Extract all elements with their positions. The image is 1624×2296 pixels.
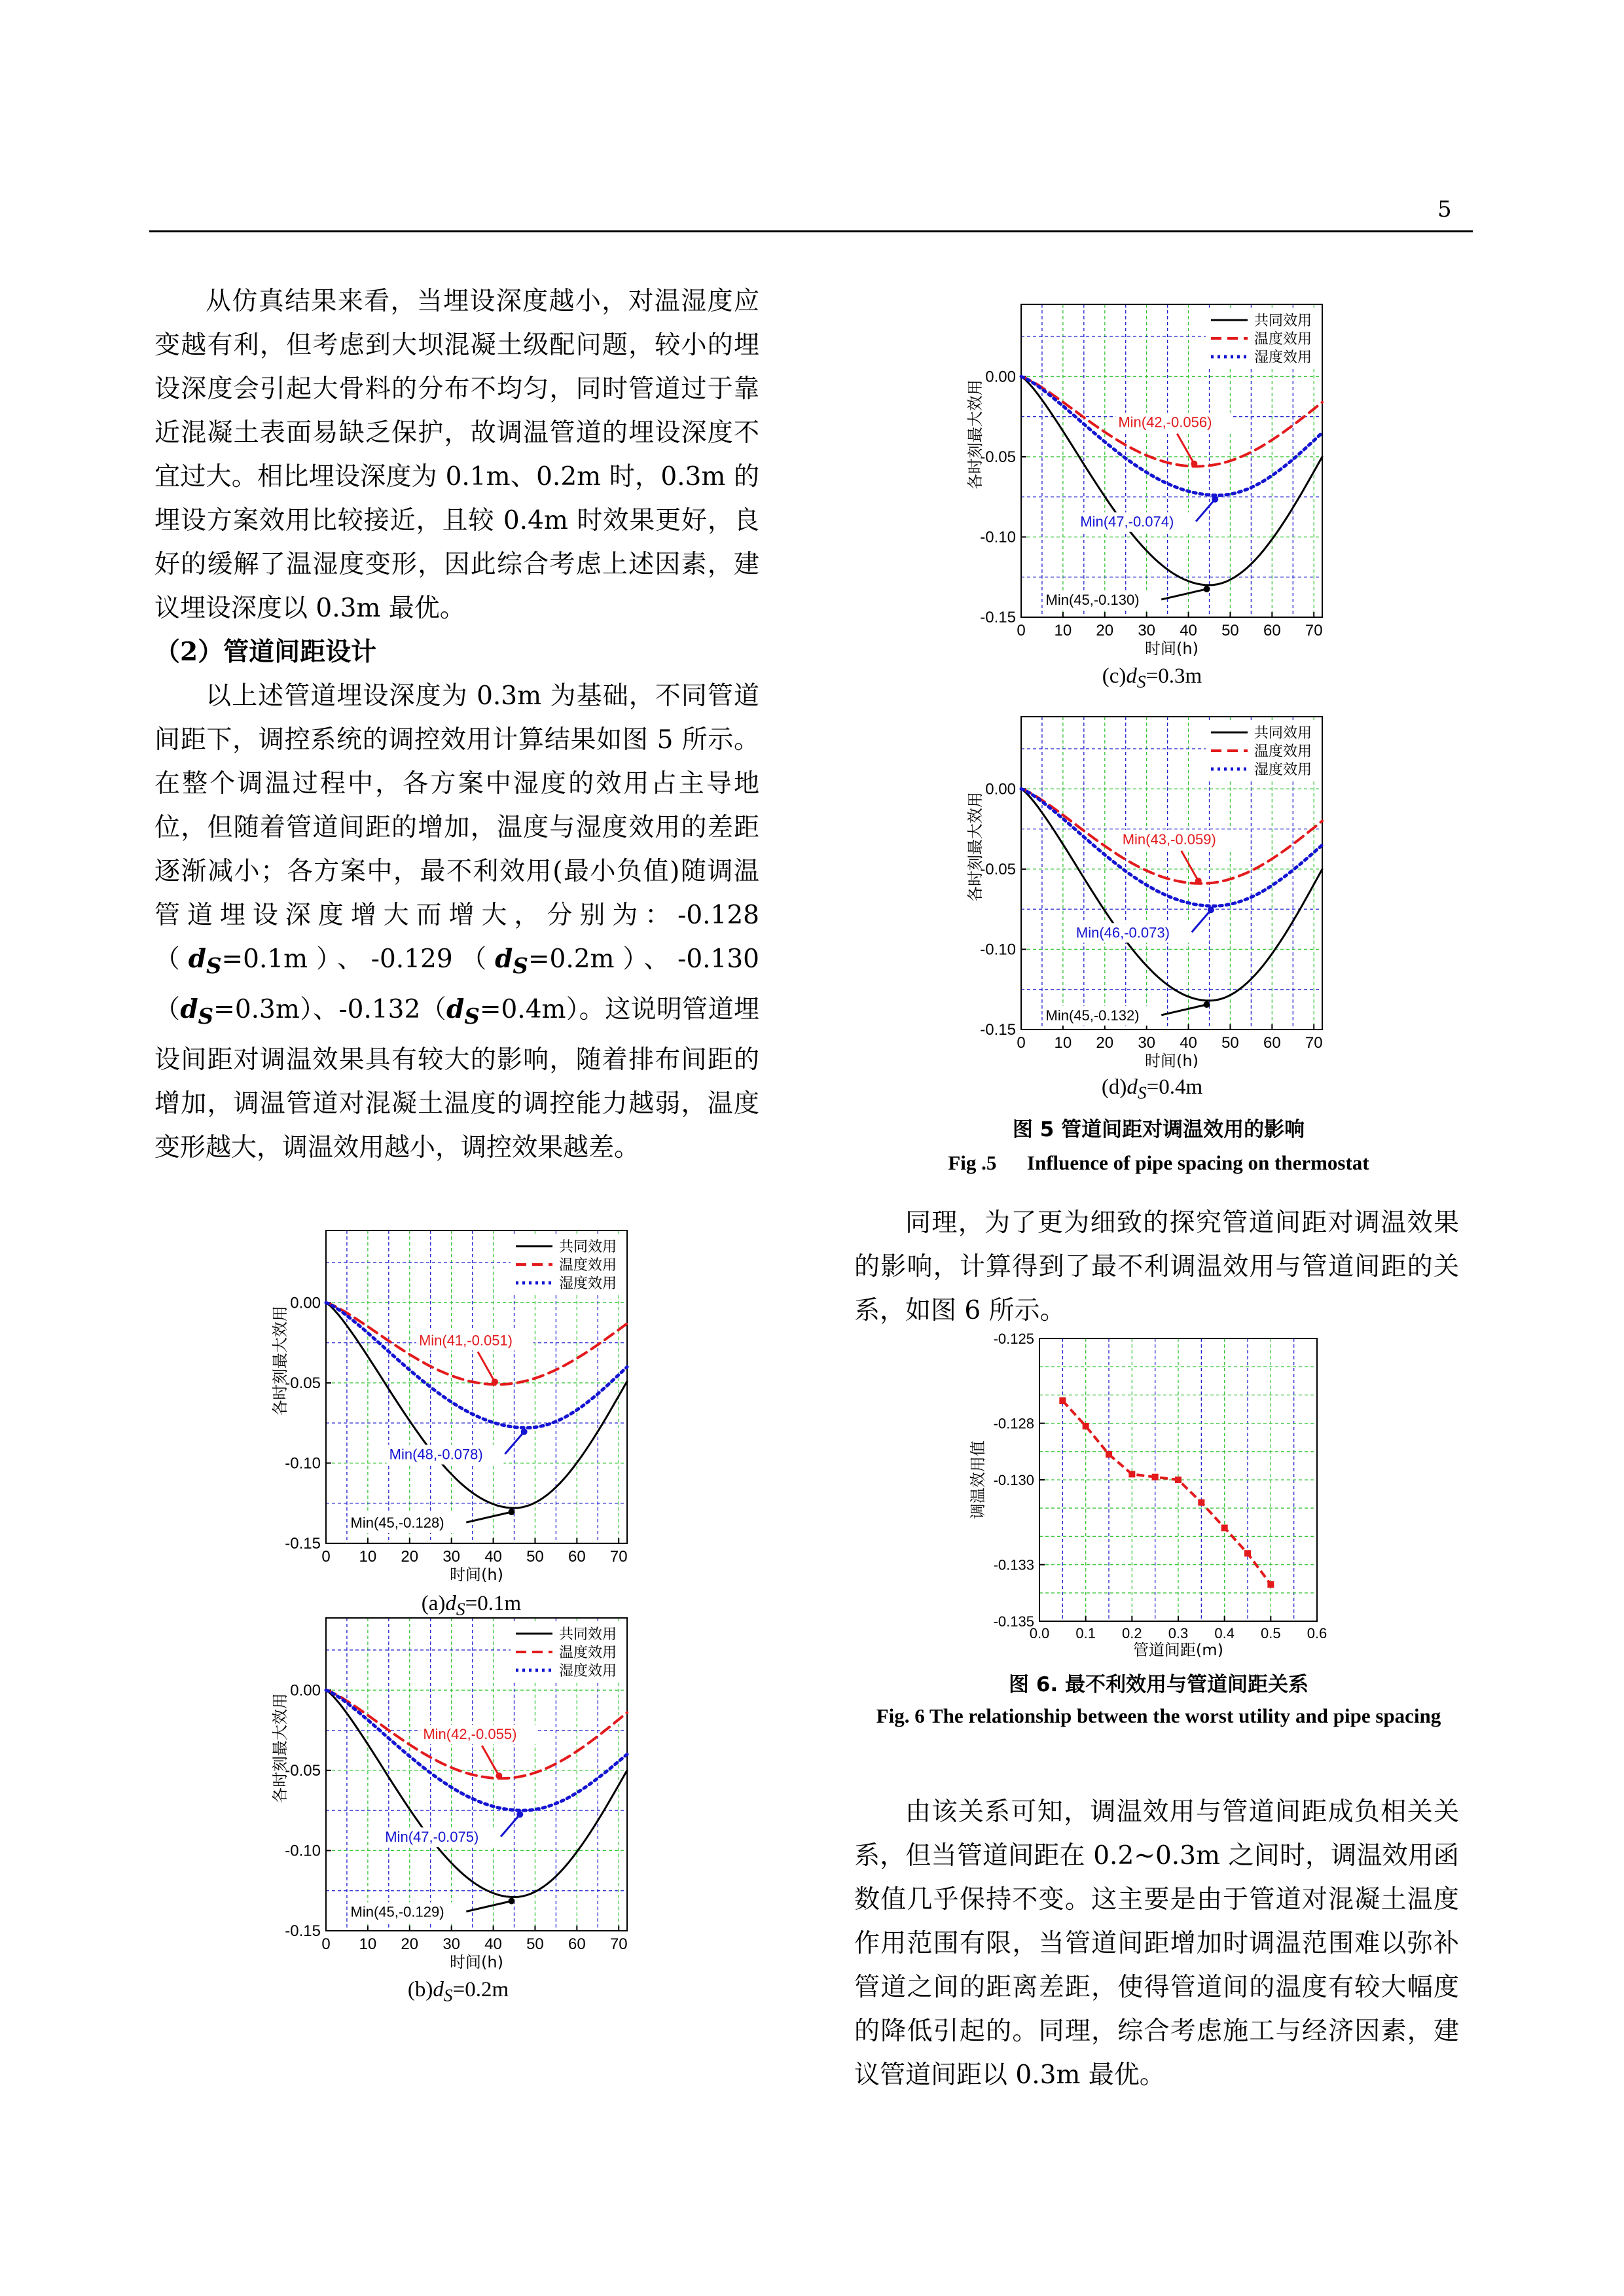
section-title: （2）管道间距设计 [154,637,377,667]
chart-a [268,1224,641,1590]
text-run: =0.3m）、-0.132（ [213,994,447,1024]
annotation-arrow-head [1212,496,1218,503]
x-tick-label: 0 [1017,622,1026,639]
legend-label: 温度效用 [559,1257,617,1274]
y-tick-label: -0.15 [285,1535,321,1552]
annotation-arrow [1177,434,1194,464]
annotation-label: Min(46,-0.073) [1075,924,1170,941]
x-tick-label: 30 [1138,1034,1156,1052]
ds-symbol: d [188,944,206,974]
legend-label: 湿度效用 [1254,762,1312,778]
y-tick-label: -0.15 [285,1922,321,1940]
annotation-arrow-head [516,1811,523,1818]
annotation-arrow [466,1901,511,1912]
x-tick-label: 0.1 [1075,1625,1096,1641]
x-tick-label: 70 [609,1548,628,1566]
data-point [1198,1499,1204,1506]
paragraph-fig6-conclusion: 由该关系可知，调温效用与管道间距成负相关关系，但当管道间距在 0.2~0.3m 之间时，调温效用函数值几乎保持不变。这主要是由于管道对混凝土温度作用范围有限，当管道间距增加时调温范围难以弥补管道之间的距离差距，使得管道间的温度有较大幅度的降低引起的。同理，综合考虑施工与经济因素，建议管道间距以 0.3m 最优。 [854,1797,1459,2090]
ds-subscript: S [443,1984,453,2005]
y-axis-label: 各时刻最大效用 [966,792,984,902]
annotation-label: Min(42,-0.055) [423,1726,517,1743]
annotation-label: Min(42,-0.056) [1118,414,1212,431]
header-rule [149,230,1473,232]
x-tick-label: 50 [1221,1034,1239,1052]
text-run: =0.2m）、-0.130（ [154,944,759,1024]
x-axis-label: 时间(h) [450,1953,503,1971]
ds-symbol: d [1126,664,1137,688]
x-tick-label: 60 [1263,622,1281,639]
legend-label: 共同效用 [1254,313,1312,329]
y-axis-label: 各时刻最大效用 [966,380,984,490]
y-tick-label: -0.15 [980,1021,1016,1039]
y-tick-label: -0.10 [285,1454,321,1473]
annotation-label: Min(41,-0.051) [418,1332,513,1349]
x-tick-label: 0 [321,1935,331,1953]
y-tick-label: -0.15 [980,609,1016,626]
ds-subscript: S [513,952,528,978]
x-tick-label: 40 [1180,1034,1197,1052]
caption-value: =0.2m [452,1978,509,2001]
x-tick-label: 40 [484,1935,502,1953]
x-tick-label: 60 [568,1935,586,1953]
page-number: 5 [1437,196,1452,223]
caption-value: =0.3m [1146,664,1202,688]
legend-label: 共同效用 [559,1239,617,1255]
y-tick-label: -0.05 [285,1761,321,1780]
annotation-label: Min(45,-0.129) [350,1903,444,1920]
annotation-arrow [466,1512,511,1522]
annotation-arrow-head [1204,586,1210,592]
y-tick-label: -0.10 [980,941,1016,959]
annotation-arrow-head [521,1429,528,1435]
y-tick-label: 0.00 [290,1681,321,1700]
data-point [1175,1477,1182,1483]
paragraph-spacing-design [154,674,759,1170]
data-point [1267,1581,1274,1588]
fig5-caption-en: Fig .5 Influence of pipe spacing on thermostat [948,1151,1369,1174]
data-point [1152,1474,1159,1480]
x-tick-label: 0.6 [1307,1625,1327,1641]
paragraph-fig6-intro: 同理，为了更为细致的探究管道间距对调温效果的影响，计算得到了最不利调温效用与管道间距的关系，如图 6 所示。 [854,1208,1459,1325]
caption-d [1021,1075,1283,1103]
annotation-label: Min(47,-0.074) [1080,513,1174,530]
ds-subscript: S [456,1598,465,1619]
annotation-label: Min(48,-0.078) [389,1446,483,1463]
y-tick-label: -0.125 [993,1332,1034,1347]
x-tick-label: 70 [609,1935,628,1953]
caption-label: (c) [1102,664,1127,688]
x-axis-label: 时间(h) [1145,639,1199,658]
fig6-caption-en: Fig. 6 The relationship between the worst utility and pipe spacing [876,1704,1441,1727]
y-tick-label: -0.10 [980,528,1016,547]
caption-label: (d) [1101,1075,1127,1099]
y-tick-label: -0.10 [285,1842,321,1860]
caption-label: (a) [421,1592,446,1615]
x-tick-label: 0.3 [1168,1625,1189,1641]
caption-value: =0.1m [465,1592,522,1615]
caption-value: =0.4m [1146,1075,1203,1099]
legend-label: 共同效用 [1254,725,1312,742]
text-run: 以上述管道埋设深度为 0.3m 为基础，不同管道间距下，调控系统的调控效用计算结果如图 5 所示。在整个调温过程中，各方案中湿度的效用占主导地位，但随着管道间距的增加，温度与湿度效用的差距逐渐减小；各方案中，最不利效用(最小负值)随调温管道埋设深度增大而增大，分别为：-0.128（ [154,681,759,974]
ds-subscript: S [464,1003,480,1029]
legend-label: 湿度效用 [559,1663,617,1679]
annotation-arrow-head [1204,1001,1210,1008]
caption-b [327,1978,589,2006]
x-tick-label: 40 [1180,622,1197,639]
text-run: =0.4m）。这说明管道埋设间距对调温效果具有较大的影响，随着排布间距的增加，调温管道对混凝土温度的调控能力越弱，温度变形越大，调温效用越小，调控效果越差。 [154,994,759,1162]
left-column [154,279,759,1170]
annotation-label: Min(45,-0.132) [1045,1007,1140,1024]
annotation-arrow-head [496,1772,502,1779]
ds-symbol: d [1127,1075,1138,1099]
ds-symbol: d [495,944,513,974]
x-tick-label: 20 [401,1935,419,1953]
x-tick-label: 0 [321,1548,331,1566]
annotation-arrow [478,1352,495,1382]
series-line [1062,1401,1271,1585]
annotation-label: Min(47,-0.075) [385,1829,479,1846]
chart-d [964,710,1337,1077]
chart-fig6 [962,1332,1335,1666]
x-axis-label: 时间(h) [1145,1052,1199,1070]
ds-subscript: S [1137,1082,1147,1103]
annotation-arrow-head [492,1378,498,1385]
x-tick-label: 0.4 [1214,1625,1235,1641]
caption-c [1021,664,1283,692]
chart-b [268,1611,641,1977]
annotation-arrow-head [1195,878,1202,884]
y-tick-label: 0.00 [290,1294,321,1312]
annotation-label: Min(43,-0.059) [1122,831,1216,848]
chart-c [964,298,1337,664]
x-tick-label: 0.5 [1261,1625,1281,1641]
right-column-bottom-text [854,1790,1459,2097]
y-tick-label: -0.128 [993,1415,1034,1432]
x-tick-label: 30 [442,1935,461,1953]
data-point [1083,1423,1089,1429]
ds-symbol: d [433,1978,444,2001]
x-tick-label: 20 [1096,1034,1114,1052]
x-tick-label: 0 [1017,1034,1026,1052]
x-tick-label: 50 [1221,622,1239,639]
annotation-arrow-head [1191,461,1197,467]
fig5-caption-cn: 图 5 管道间距对调温效用的影响 [1012,1118,1305,1141]
right-column-top-text [854,1201,1459,1333]
x-tick-label: 10 [359,1935,377,1953]
x-tick-label: 70 [1305,622,1323,639]
x-tick-label: 50 [526,1548,544,1566]
x-tick-label: 0.2 [1122,1625,1142,1641]
y-tick-label: -0.05 [980,860,1016,878]
x-axis-label: 管道间距(m) [1132,1641,1224,1659]
fig6-caption-cn: 图 6. 最不利效用与管道间距关系 [1009,1673,1308,1696]
annotation-arrow-head [509,1509,515,1515]
legend-label: 湿度效用 [559,1276,617,1292]
y-tick-label: -0.130 [993,1472,1034,1488]
legend-label: 温度效用 [1254,744,1312,760]
y-tick-label: -0.135 [993,1613,1034,1630]
ds-symbol: d [446,994,465,1024]
y-tick-label: -0.05 [285,1374,321,1392]
annotation-arrow-head [509,1898,515,1905]
y-tick-label: -0.133 [993,1556,1034,1573]
annotation-arrow [482,1746,499,1776]
legend-label: 温度效用 [559,1645,617,1661]
legend-label: 湿度效用 [1254,350,1312,366]
y-tick-label: 0.00 [985,368,1016,386]
legend-label: 共同效用 [559,1626,617,1643]
y-axis-label: 各时刻最大效用 [271,1306,289,1416]
annotation-arrow [1196,499,1215,522]
data-point [1059,1397,1066,1404]
x-tick-label: 20 [401,1548,419,1566]
x-tick-label: 20 [1096,622,1114,639]
y-tick-label: -0.05 [980,448,1016,466]
annotation-arrow [1161,1005,1206,1015]
x-tick-label: 50 [526,1935,544,1953]
annotation-arrow-head [1208,906,1214,913]
x-tick-label: 10 [1054,622,1072,639]
x-tick-label: 40 [484,1548,502,1566]
annotation-arrow [1182,851,1199,881]
paragraph-depth-conclusion: 从仿真结果来看，当埋设深度越小，对温湿度应变越有利，但考虑到大坝混凝土级配问题，较小的埋设深度会引起大骨料的分布不均匀，同时管道过于靠近混凝土表面易缺乏保护，故调温管道的埋设深度不宜过大。相比埋设深度为 0.1m、0.2m 时，0.3m 的埋设方案效用比较接近，且较 0.4m 时效果更好，良好的缓解了温湿度变形，因此综合考虑上述因素，建议埋设深度以 0.3m 最优。 [154,287,759,623]
series-line-3 [326,1302,627,1427]
text-run: =0.1m）、-0.129（ [221,944,496,974]
data-point [1221,1524,1228,1531]
legend-label: 温度效用 [1254,331,1312,348]
annotation-arrow [1161,589,1206,600]
x-tick-label: 10 [1054,1034,1072,1052]
ds-subscript: S [198,1003,214,1029]
x-tick-label: 60 [568,1548,586,1566]
x-tick-label: 10 [359,1548,377,1566]
annotation-label: Min(45,-0.128) [350,1515,444,1532]
data-point [1128,1471,1135,1477]
ds-subscript: S [206,952,222,978]
y-axis-label: 调温效用值 [969,1441,987,1519]
annotation-arrow [1192,910,1211,932]
caption-label: (b) [407,1978,433,2001]
annotation-arrow [501,1814,520,1837]
x-axis-label: 时间(h) [450,1566,503,1584]
ds-symbol: d [445,1592,456,1615]
x-tick-label: 70 [1305,1034,1323,1052]
annotation-label: Min(45,-0.130) [1045,591,1140,608]
ds-symbol: d [180,994,198,1024]
ds-subscript: S [1136,671,1146,692]
y-tick-label: 0.00 [985,780,1016,798]
x-tick-label: 30 [1138,622,1156,639]
data-point [1244,1550,1251,1556]
y-axis-label: 各时刻最大效用 [271,1693,289,1803]
data-point [1106,1451,1112,1458]
x-tick-label: 0.0 [1029,1625,1050,1641]
x-tick-label: 30 [442,1548,461,1566]
x-tick-label: 60 [1263,1034,1281,1052]
